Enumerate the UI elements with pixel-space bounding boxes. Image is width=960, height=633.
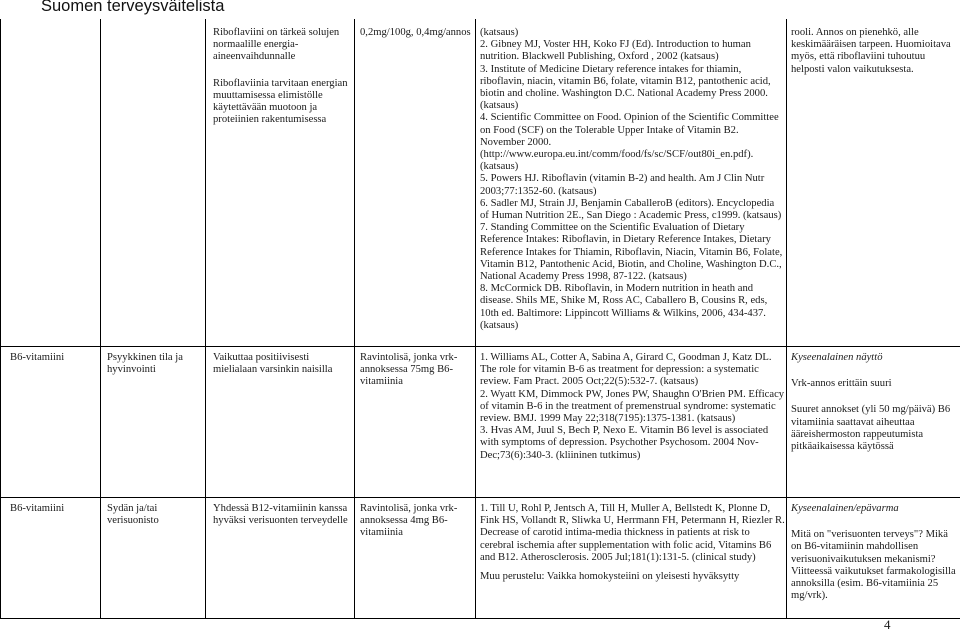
table-cell-references: 1. Williams AL, Cotter A, Sabina A, Girard C, Goodman J, Katz DL. The role for vitamin B-6 as treatment for depression: a systematic review. Fam Pract. 2005 Oct;22(5):532-7. (katsaus) 2. Wyatt KM, Dimmock PW, Jones PW, Shaughn O'Brien PM. Efficacy of vitamin B-6 in the treatment of premenstrual syndrome: systematic review. BMJ. 1999 May 22;318(7195):1375-1381. (katsaus) 3. Hvas AM, Juul S, Bech P, Nexo E. Vitamin B6 level is associated with symptoms of depression. Psychother Psychosom. 2004 Nov-Dec;73(6):340-3. (kliininen tutkimus) bbox=[480, 352, 785, 461]
table-cell-references bbox=[480, 503, 785, 583]
table-cell-dose: 0,2mg/100g, 0,4mg/annos bbox=[360, 27, 471, 38]
claim-text: Vaikuttaa positiivisesti mielialaan varsinkin naisilla bbox=[213, 352, 333, 376]
column-divider-3 bbox=[354, 19, 355, 619]
assessment-text: Suuret annokset (yli 50 mg/päivä) B6 vitamiinia saattavat aiheuttaa ääreishermoston rappeutumista pitkäaikaisessa käytössä bbox=[791, 404, 951, 453]
table-cell-category: Sydän ja/tai verisuonisto bbox=[107, 503, 159, 527]
table-cell-assessment bbox=[791, 503, 958, 602]
page-number: 4 bbox=[884, 617, 891, 632]
table-cell-substance: B6-vitamiini bbox=[10, 352, 65, 363]
table-cell-claim bbox=[213, 503, 353, 527]
claim-text: Riboflaviinia tarvitaan energian muuttamisessa elimistölle käytettävään muotoon ja proteiinien rakentumisessa bbox=[213, 77, 348, 126]
table-cell-category: Psyykkinen tila ja hyvinvointi bbox=[107, 352, 183, 376]
row-divider-1 bbox=[0, 346, 960, 347]
column-divider-5 bbox=[786, 19, 787, 619]
table-border-bottom bbox=[0, 618, 960, 619]
table-cell-claim bbox=[213, 352, 353, 376]
table-border-left bbox=[0, 19, 1, 619]
table-cell-assessment: rooli. Annos on pienehkö, alle keskimääräisen tarpeen. Huomioitava myös, että riboflaviini tuhoutuu helposti valon vaikutuksesta. bbox=[791, 27, 951, 75]
table-cell-dose: Ravintolisä, jonka vrk-annoksessa 4mg B6-vitamiinia bbox=[360, 503, 458, 539]
column-divider-4 bbox=[475, 19, 476, 619]
table-cell-references: (katsaus) 2. Gibney MJ, Voster HH, Koko FJ (Ed). Introduction to human nutrition. Blackwell Publishing, Oxford , 2002 (katsaus) 3. Institute of Medicine Dietary reference intakes for thiamin, riboflavin, niacin, vitamin B6, folate, vitamin B12, pantothenic acid, biotin and choline. Washington D.C. National Academy Press 2000. (katsaus) 4. Scientific Committee on Food. Opinion of the Scientific Committee on Food (SCF) on the Tolerable Upper Intake of Vitamin B2. November 2000. (http://www.europa.eu.int/comm/food/fs/sc/SCF/out80i_en.pdf). (katsaus) 5. Powers HJ. Riboflavin (vitamin B-2) and health. Am J Clin Nutr 2003;77:1352-60. (katsaus) 6. Sadler MJ, Strain JJ, Benjamin CaballeroB (editors). Encyclopedia of Human Nutrition 2E., San Diego : Academic Press, c1999. (katsaus) 7. Standing Committee on the Scientific Evaluation of Dietary Reference Intakes: Riboflavin, in Dietary Reference Intakes, Dietary Reference Intakes for Thiamin, Riboflavin, Niacin, Vitamin B6, Folate, Vitamin B12, Pantothenic Acid, Biotin, and Choline, Washington D.C., National Academy Press 1998, 87-122. (katsaus) 8. McCormick DB. Riboflavin, in Modern nutrition in heath and disease. Shils ME, Shike M, Ross AC, Caballero B, Cousins R, eds, 10th ed. Baltimore: Lippincott Williams & Wilkins, 2006, 434-437. (katsaus) bbox=[480, 27, 783, 331]
column-divider-1 bbox=[100, 19, 101, 619]
assessment-text: Mitä on "verisuonten terveys"? Mikä on B6-vitamiinin mahdollisen verisuonivaikutuksen mekanismi? Viitteessä vaikutukset farmakologisilla annoksilla (esim. B6-vitamiinia 25 mg/vrk). bbox=[791, 529, 956, 602]
row-divider-2 bbox=[0, 497, 960, 498]
reference-note: Muu perustelu: Vaikka homokysteiini on yleisesti hyväksytty bbox=[480, 571, 740, 583]
table-cell-substance: B6-vitamiini bbox=[10, 503, 65, 514]
column-divider-2 bbox=[205, 19, 206, 619]
table-cell-dose: Ravintolisä, jonka vrk-annoksessa 75mg B6-vitamiinia bbox=[360, 352, 458, 388]
reference-text: 1. Till U, Rohl P, Jentsch A, Till H, Muller A, Bellstedt K, Plonne D, Fink HS, Vollandt R, Sliwka U, Herrmann FH, Petermann H, Riezler R. Decrease of carotid intima-media thickness in patients at risk to cerebral ischemia after supplementation with folic acid, Vitamins B6 and B12. Atherosclerosis. 2005 Jul;181(1):131-5. (clinical study) bbox=[480, 503, 785, 563]
assessment-verdict: Kyseenalainen näyttö bbox=[791, 352, 883, 363]
assessment-verdict: Kyseenalainen/epävarma bbox=[791, 503, 899, 514]
claim-text: Riboflaviini on tärkeä solujen normaalille energia-aineenvaihdunnalle bbox=[213, 27, 340, 63]
table-cell-assessment bbox=[791, 352, 958, 453]
table-cell-claim bbox=[213, 27, 353, 126]
claim-text: Yhdessä B12-vitamiinin kanssa hyväksi verisuonten terveydelle bbox=[213, 503, 348, 527]
assessment-text: Vrk-annos erittäin suuri bbox=[791, 378, 892, 390]
document-title: Suomen terveysväitelista bbox=[41, 0, 225, 15]
